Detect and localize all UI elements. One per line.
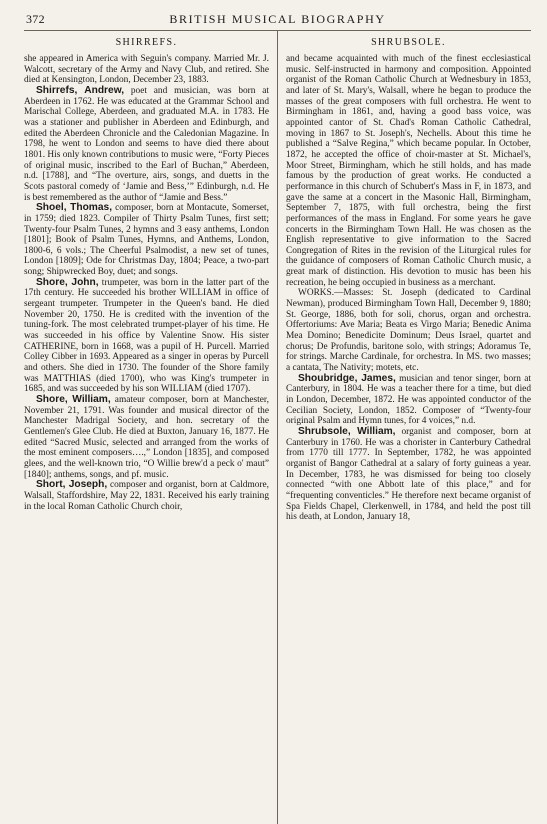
page-number: 372 <box>26 12 45 26</box>
entry-paragraph <box>286 288 531 373</box>
right-column-body <box>286 54 531 824</box>
entry-headword: Shoubridge, James, <box>298 372 396 384</box>
entry-paragraph <box>286 374 531 427</box>
entry-paragraph <box>286 54 531 288</box>
entry-paragraph <box>24 278 269 395</box>
entry-headword: Shore, William, <box>36 394 111 405</box>
book-title: BRITISH MUSICAL BIOGRAPHY <box>169 12 386 26</box>
entry-headword: Shore, John, <box>36 276 99 288</box>
entry-text: organist and composer, born at Canterbury in 1760. He was a chorister in Canterbury Cathedral from 1770 till 1777. In September, 1782, he was appointed organist of Bangor Cathedral at a salary of forty guineas a year. In December, 1783, he was dismissed for being too closely connected “with one Abbott late of this place,” and for “frequenting conventicles.” He therefore next became organist of Spa Fields Chapel, Clerkenwell, in 1784, and held the post till his death, at London, January 18, <box>286 426 531 523</box>
entry-headword: Shrubsole, William, <box>298 425 396 437</box>
entry-headword: Short, Joseph, <box>36 479 108 491</box>
left-column-heading: SHIRREFS. <box>115 37 178 48</box>
right-column <box>277 31 531 824</box>
entry-text: and became acquainted with much of the finest ecclesiastical music. Self-instructed in harmony and composition. Appointed organist of the Roman Catholic Church at Wednesbury in 1853, and later of St. Mary's, Walsall, where he began to produce the masses of the great composers with full orchestra. He went to Birmingham in 1861, and, having a good bass voice, was appointed cantor of St. Chad's Roman Catholic Cathedral, moving in 1867 to St. Joseph's, Nechells. About this time he published a “Salve Regina,” which became popular. In October, 1872, he accepted the office of choir-master at St. Michael's, Moor Street, Birmingham, which he still holds, and has made famous by the production of great works. He conducted a performance in this church of Schubert's Mass in F, in 1873, and gave the same at a concert in the Masonic Hall, Birmingham, September 7, 1875, with full orchestra, being the first performances of the mass in England. For some years he gave concerts in the Birmingham Town Hall. He was chosen as the English representative to give information to the Sacred Congregation of Rites in the revision of the Liturgical rules for the guidance of composers of Roman Catholic Church music, a great mark of distinction. His devotion to music has been his recreation, he being occupied in business as a merchant. <box>286 54 531 288</box>
left-column <box>24 31 277 824</box>
entry-paragraph <box>24 395 269 480</box>
right-column-heading: SHRUBSOLE. <box>371 37 446 48</box>
entry-text: she appeared in America with Seguin's company. Married Mr. J. Walcott, secretary of the Army and Navy Club, and retired. She died at Kensington, London, December 23, 1883. <box>24 54 269 86</box>
entry-text: trumpeter, was born in the latter part of the 17th century. He succeeded his brother WILLIAM in office of sergeant trumpeter. Trumpeter in the Queen's band. He died November 20, 1750. He is credited with the invention of the tuning-fork. The most celebrated trumpet-player of his time. He was succeeded in his office by Valentine Snow. His sister CATHERINE, born in 1668, was a pupil of H. Purcell. Married Colley Cibber in 1693. Appeared as a singer in operas by Purcell and others. She died in 1730. The founder of the Shore family was MATTHIAS (died 1700), who was King's trumpeter in 1685, and was succeeded by his son WILLIAM (died 1707). <box>24 277 269 395</box>
entry-text: poet and musician, was born at Aberdeen in 1762. He was educated at the Grammar School and Marischal College, Aberdeen, and graduated M.A. in 1783. He was a stationer and publisher in Aberdeen and Edinburgh, and edited the Aberdeen Chronicle and the Caledonian Magazine. In 1798, he went to London and seems to have died there about 1801. His only known contributions to music were, “Forty Pieces of original music, inscribed to the Earl of Buchan,” Aberdeen, n.d. [1788], and “The overture, airs, songs, and duetts in the Scots pastoral comedy of ‘Jamie and Bess,’” Edinburgh, n.d. He is best remembered as the author of “Jamie and Bess.” <box>24 85 269 203</box>
entry-text: composer and organist, born at Caldmore, Walsall, Staffordshire, May 22, 1831. Received his early training in the local Roman Catholic Church choir, <box>24 480 269 512</box>
running-head <box>24 8 531 31</box>
left-column-body <box>24 54 269 824</box>
entry-text: WORKS.—Masses: St. Joseph (dedicated to Cardinal Newman), produced Birmingham Town Hall, December 9, 1880; St. George, 1886, both for soli, chorus, organ and orchestra. Offertoriums: Ave Maria; Beata es Virgo Maria; Benedic Anima Mea Domino; Benedicite Dominum; Deus Israel, quartet and chorus; De Profundis, baritone solo, with strings; Adoramus Te, for strings. Marche Cardinale, for orchestra. In MS. two masses; a cantata, The Nativity; motets, etc. <box>286 288 531 374</box>
entry-text: amateur composer, born at Manchester, November 21, 1791. Was founder and musical director of the Manchester Madrigal Society, and hon. secretary of the Gentlemen's Glee Club. He died at Buxton, January 16, 1877. He edited “Sacred Music, selected and arranged from the works of the most eminent composers….,” London [1835], and composed glees, and the well-known trio, “O Willie brew'd a peck o' maut” [1840]; anthems, songs, and pf. music. <box>24 395 269 480</box>
entry-headword: Shirrefs, Andrew, <box>36 84 125 96</box>
entry-paragraph <box>24 203 269 278</box>
two-column-text <box>24 31 531 824</box>
entry-text: musician and tenor singer, born at Canterbury, in 1804. He was a teacher there for a time, but died in London, December, 1872. He was appointed conductor of the Cecilian Society, London, 1852. Composer of “Twenty-four original Psalm and Hymn tunes, for 4 voices,” n.d. <box>286 373 531 427</box>
entry-paragraph <box>24 54 269 86</box>
entry-headword: Shoel, Thomas, <box>36 202 113 214</box>
entry-text: composer, born at Montacute, Somerset, in 1759; died 1823. Compiler of Thirty Psalm Tunes, first sett; Twenty-four Psalm Tunes, 2 hymns and 3 easy anthems, London [1801]; Book of Psalm Tunes, Hymns, and Anthems, London, 1800-6, 6 vols.; The Cheerful Psalmodist, a new set of tunes, London [1809]; Ode for Christmas Day, 1804; Peace, a two-part song; Shipwrecked Boy, duet; and songs. <box>24 203 269 278</box>
entry-paragraph <box>24 480 269 512</box>
entry-paragraph <box>24 86 269 203</box>
entry-paragraph <box>286 427 531 523</box>
